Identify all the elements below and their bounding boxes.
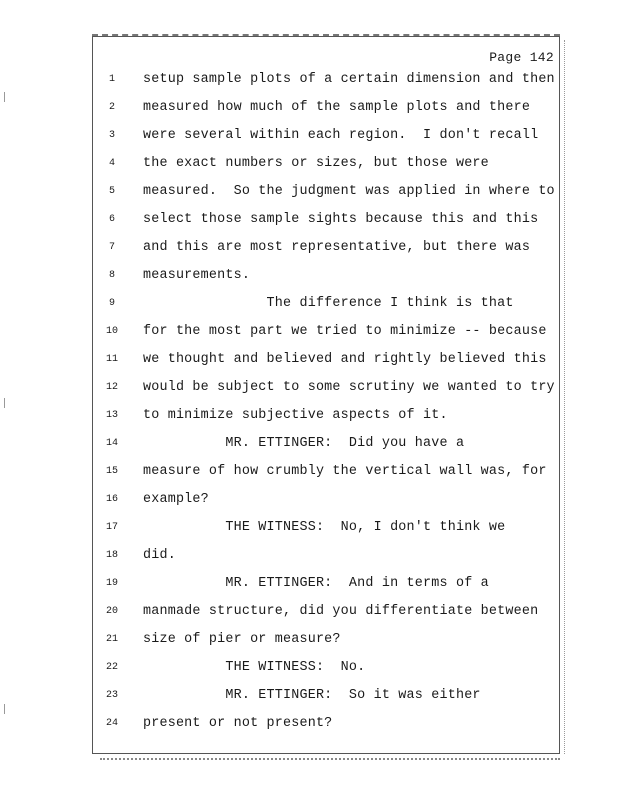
line-number: 1	[108, 74, 115, 85]
transcript-line: measured how much of the sample plots and there	[143, 100, 531, 115]
line-number: 24	[105, 718, 118, 729]
line-number: 4	[108, 158, 115, 169]
line-number: 18	[105, 550, 118, 561]
line-number: 11	[105, 354, 118, 365]
line-number: 13	[105, 410, 118, 421]
line-number: 8	[108, 270, 115, 281]
transcript-line: THE WITNESS: No, I don't think we	[143, 520, 506, 535]
transcript-line: did.	[143, 548, 176, 563]
line-number: 2	[108, 102, 115, 113]
line-number: 22	[105, 662, 118, 673]
line-number: 19	[105, 578, 118, 589]
line-number: 9	[108, 298, 115, 309]
transcript-line: MR. ETTINGER: Did you have a	[143, 436, 465, 451]
transcript-line: MR. ETTINGER: So it was either	[143, 688, 481, 703]
line-number: 7	[108, 242, 115, 253]
transcript-line: and this are most representative, but there was	[143, 240, 531, 255]
line-number: 14	[105, 438, 118, 449]
transcript-line: size of pier or measure?	[143, 632, 341, 647]
margin-mark	[4, 704, 8, 714]
line-number: 17	[105, 522, 118, 533]
transcript-line: for the most part we tried to minimize -- because	[143, 324, 547, 339]
bottom-border-dots	[100, 758, 560, 760]
transcript-line: measured. So the judgment was applied in where to	[143, 184, 555, 199]
page-number: Page 142	[489, 50, 554, 65]
transcript-line: example?	[143, 492, 209, 507]
transcript-line: MR. ETTINGER: And in terms of a	[143, 576, 489, 591]
transcript-line: would be subject to some scrutiny we wanted to try	[143, 380, 555, 395]
transcript-line: we thought and believed and rightly believed this	[143, 352, 547, 367]
transcript-line: select those sample sights because this and this	[143, 212, 539, 227]
transcript-line: were several within each region. I don't recall	[143, 128, 539, 143]
line-number: 10	[105, 326, 118, 337]
transcript-line: present or not present?	[143, 716, 333, 731]
margin-mark	[4, 398, 8, 408]
transcript-line: the exact numbers or sizes, but those were	[143, 156, 489, 171]
line-number: 6	[108, 214, 115, 225]
transcript-line: The difference I think is that	[143, 296, 514, 311]
transcript-line: to minimize subjective aspects of it.	[143, 408, 448, 423]
margin-mark	[4, 92, 8, 102]
line-number: 20	[105, 606, 118, 617]
transcript-line: measurements.	[143, 268, 251, 283]
line-number: 5	[108, 186, 115, 197]
line-number: 21	[105, 634, 118, 645]
line-number: 23	[105, 690, 118, 701]
right-edge-dots	[564, 40, 565, 754]
transcript-line: THE WITNESS: No.	[143, 660, 366, 675]
line-number: 15	[105, 466, 118, 477]
line-number: 3	[108, 130, 115, 141]
transcript-line: setup sample plots of a certain dimension and then	[143, 72, 555, 87]
line-number: 12	[105, 382, 118, 393]
line-number: 16	[105, 494, 118, 505]
transcript-line: measure of how crumbly the vertical wall was, for	[143, 464, 547, 479]
transcript-line: manmade structure, did you differentiate between	[143, 604, 539, 619]
